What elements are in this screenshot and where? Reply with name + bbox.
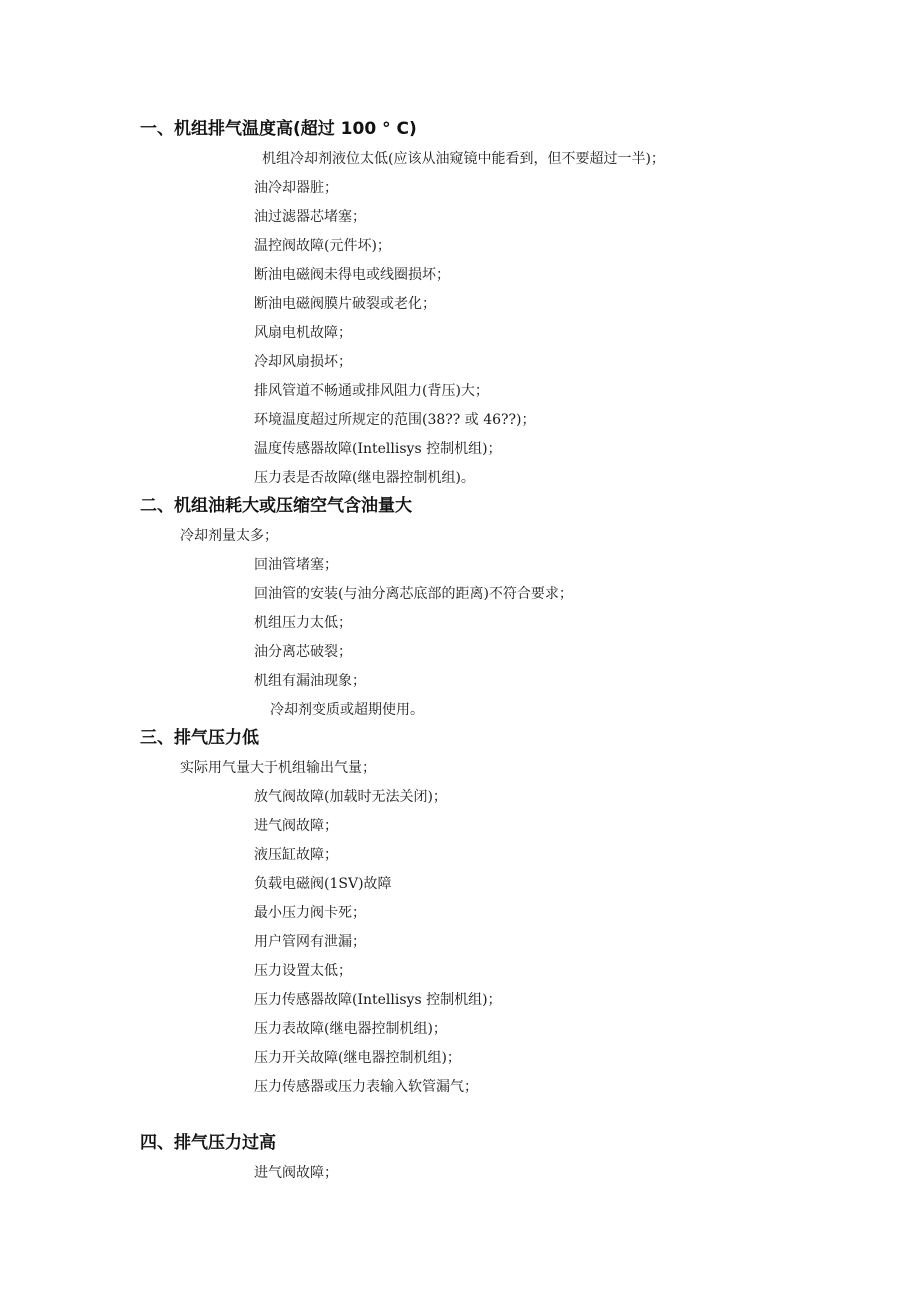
list-item: 风扇电机故障； [254, 325, 352, 341]
section-heading-1: 一、机组排气温度高(超过 100 ° C) [140, 119, 417, 139]
list-item: 压力表故障(继电器控制机组)； [254, 1021, 447, 1037]
list-item: 油过滤器芯堵塞； [254, 209, 366, 225]
list-item: 排风管道不畅通或排风阻力(背压)大； [254, 383, 489, 399]
section-heading-4: 四、排气压力过高 [140, 1133, 276, 1153]
list-item: 环境温度超过所规定的范围(38?? 或 46??)； [254, 412, 536, 428]
list-item: 压力传感器或压力表输入软管漏气； [254, 1079, 478, 1095]
list-item: 实际用气量大于机组输出气量； [180, 760, 376, 776]
list-item: 温控阀故障(元件坏)； [254, 238, 391, 254]
list-item: 断油电磁阀未得电或线圈损坏； [254, 267, 450, 283]
section-heading-2: 二、机组油耗大或压缩空气含油量大 [140, 496, 412, 516]
list-item: 压力设置太低； [254, 963, 352, 979]
list-item: 压力传感器故障(Intellisys 控制机组)； [254, 992, 502, 1008]
list-item: 断油电磁阀膜片破裂或老化； [254, 296, 436, 312]
list-item: 冷却风扇损坏； [254, 354, 352, 370]
list-item: 回油管堵塞； [254, 557, 338, 573]
list-item: 最小压力阀卡死； [254, 905, 366, 921]
list-item: 用户管网有泄漏； [254, 934, 366, 950]
list-item: 油冷却器脏； [254, 180, 338, 196]
list-item: 压力开关故障(继电器控制机组)； [254, 1050, 461, 1066]
list-item: 压力表是否故障(继电器控制机组)。 [254, 470, 475, 486]
list-item: 进气阀故障； [254, 818, 338, 834]
list-item: 机组有漏油现象； [254, 673, 366, 689]
list-item: 机组压力太低； [254, 615, 352, 631]
list-item: 冷却剂变质或超期使用。 [270, 702, 424, 718]
list-item: 负载电磁阀(1SV)故障 [254, 876, 392, 892]
list-item: 放气阀故障(加载时无法关闭)； [254, 789, 447, 805]
list-item: 温度传感器故障(Intellisys 控制机组)； [254, 441, 502, 457]
list-item: 回油管的安装(与油分离芯底部的距离)不符合要求； [254, 586, 573, 602]
list-item: 机组冷却剂液位太低(应该从油窥镜中能看到，但不要超过一半)； [262, 151, 665, 167]
list-item: 液压缸故障； [254, 847, 338, 863]
section-heading-3: 三、排气压力低 [140, 728, 259, 748]
list-item: 油分离芯破裂； [254, 644, 352, 660]
list-item: 进气阀故障； [254, 1165, 338, 1181]
list-item: 冷却剂量太多； [180, 528, 278, 544]
